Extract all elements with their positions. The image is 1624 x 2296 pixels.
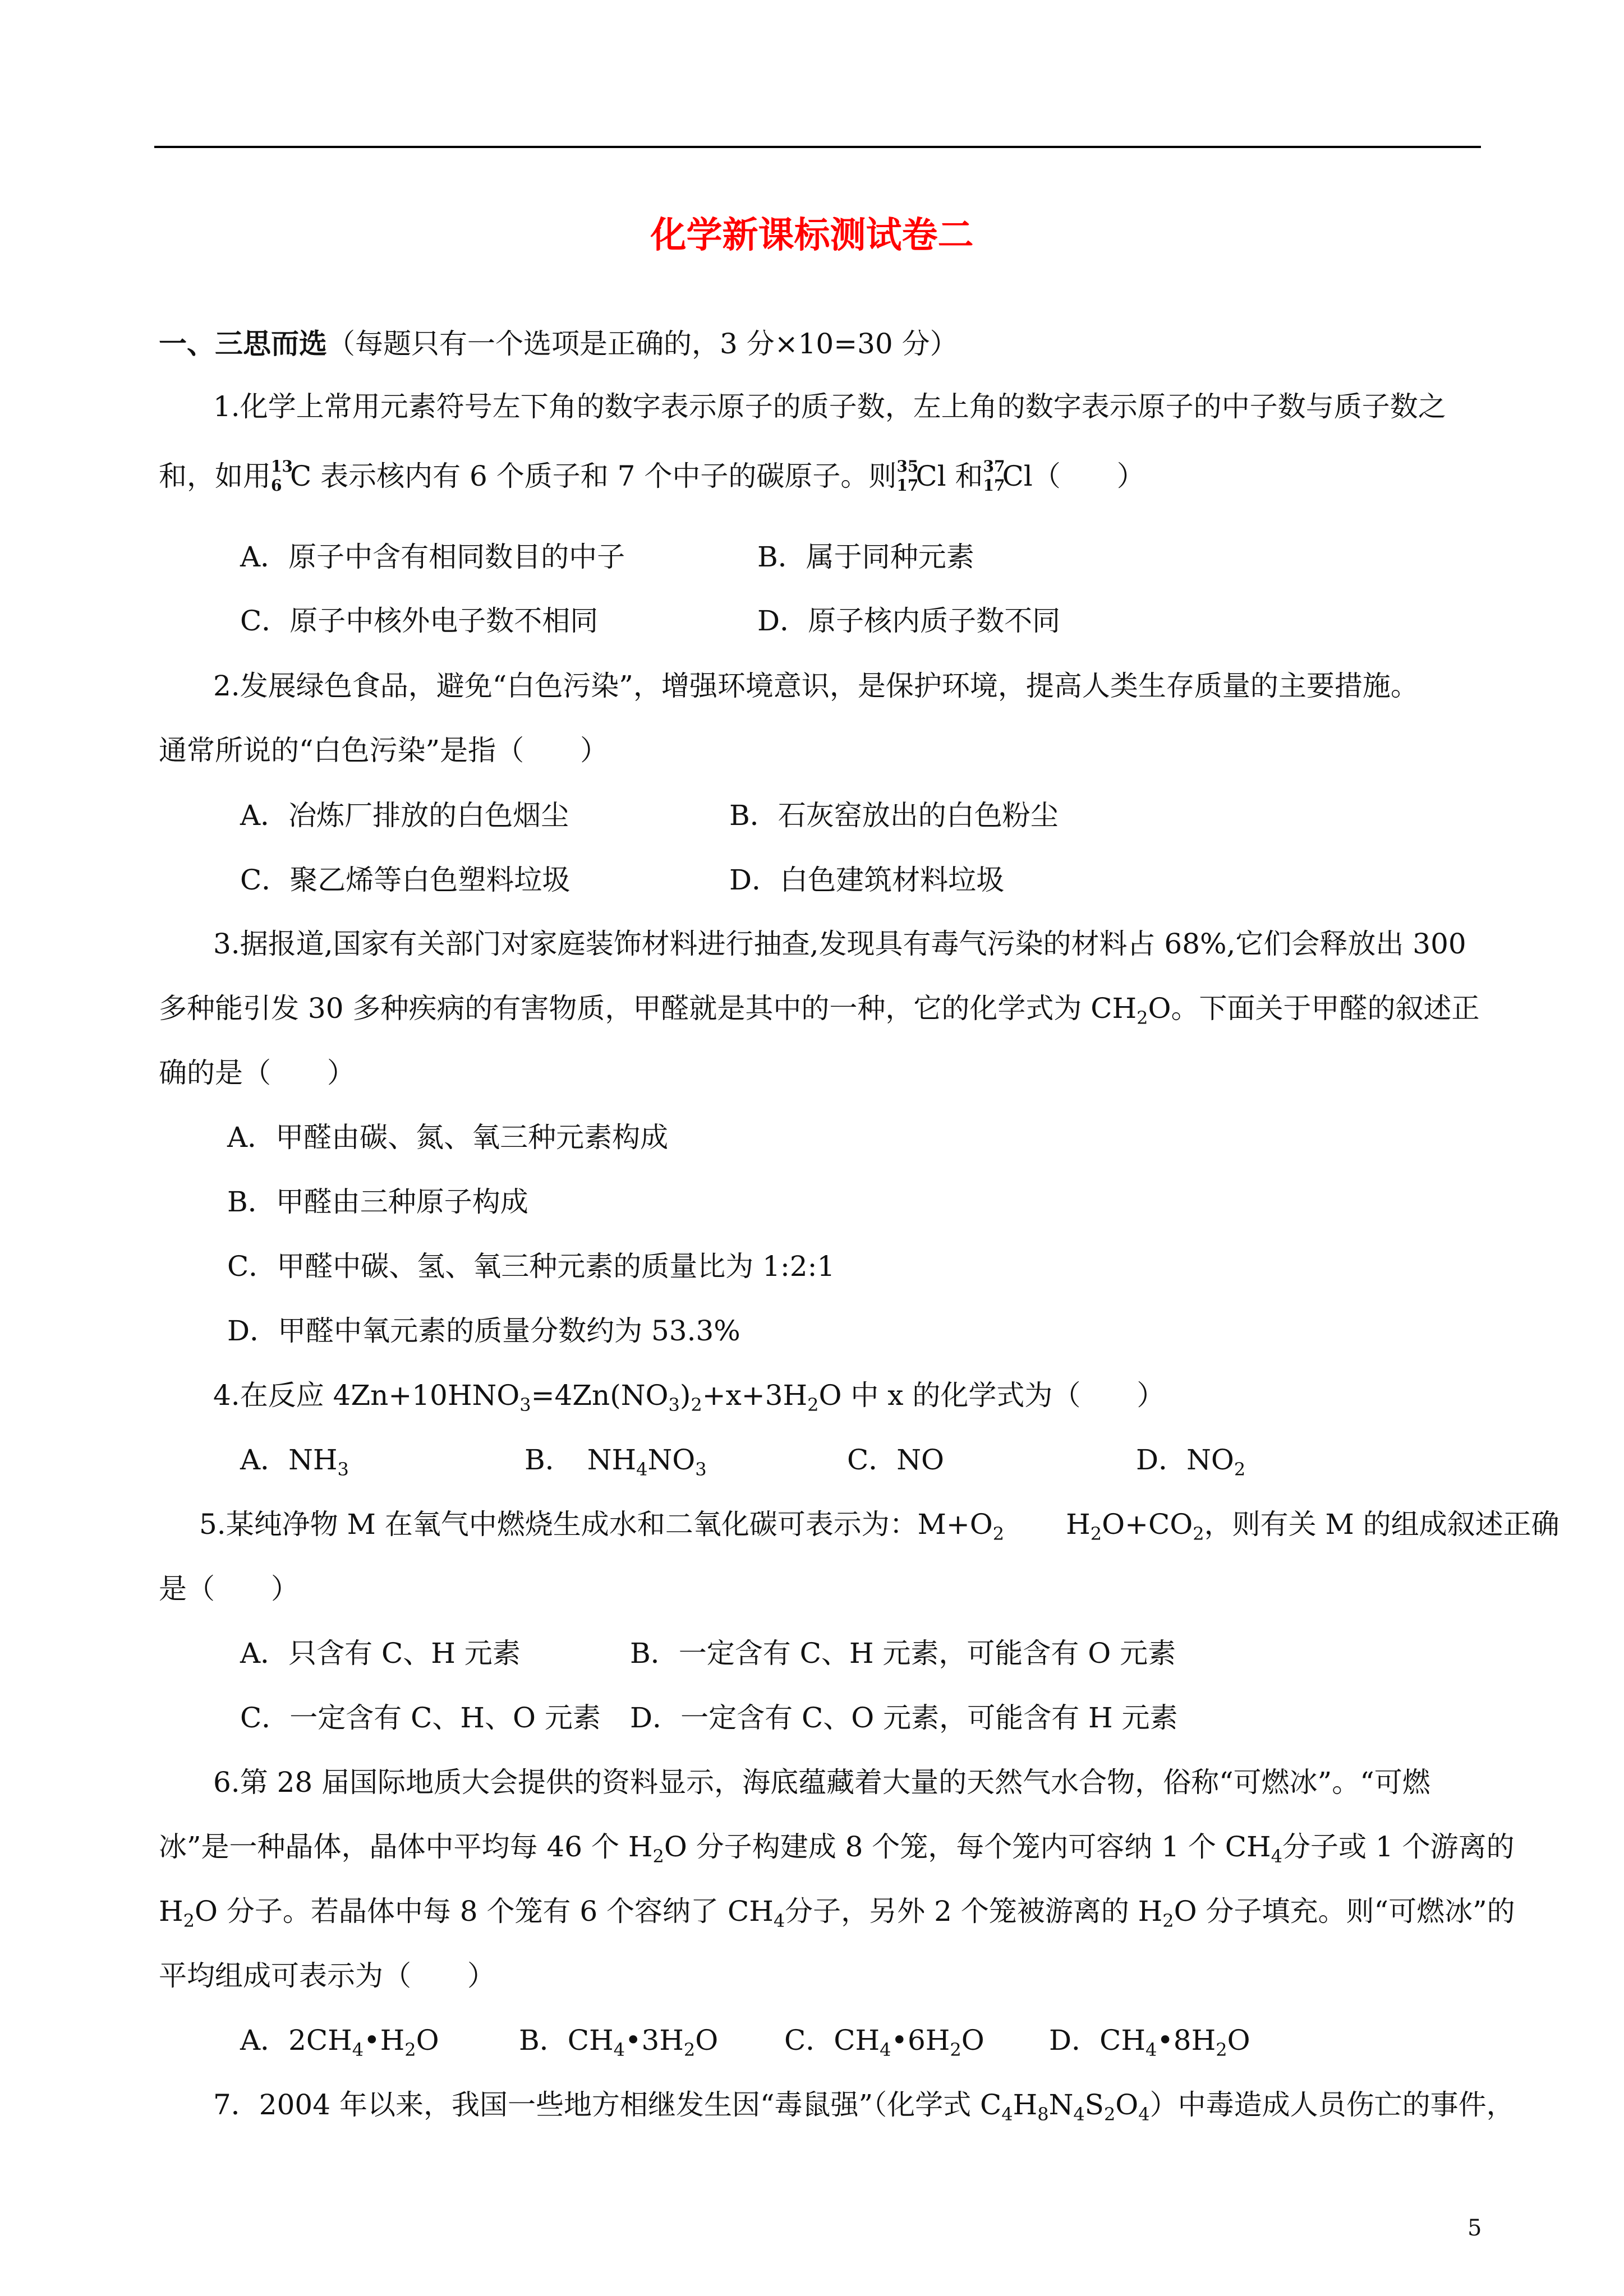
q4-stem: 4.在反应 $4Zn+10HNO_3=4Zn(NO_3)_2+x+3H_2O$ 中 x 的化学式为（ ）: [213, 1379, 1165, 1416]
q2-option-c: C．聚乙烯等白色塑料垃圾: [240, 864, 571, 896]
page-number: 5: [1467, 2215, 1482, 2241]
isotope-c13: 13 6: [271, 457, 293, 495]
q4-option-a: A．$NH_3$: [240, 1444, 349, 1480]
q3-option-c: C．甲醛中碳、氢、氧三种元素的质量比为 1:2:1: [227, 1250, 835, 1283]
section-label: 一、三思而选: [159, 327, 327, 360]
q7-stem-line1: 7．2004 年以来，我国一些地方相继发生因“毒鼠强”（化学式 $C_4H_8N_4S_2O_4$）中毒造成人员伤亡的事件，: [213, 2088, 1515, 2125]
page-title: 化学新课标测试卷二: [650, 214, 974, 256]
q5-option-c: C．一定含有 C、H、O 元素: [240, 1702, 601, 1734]
q5-option-a: A．只含有 C、H 元素: [240, 1637, 521, 1670]
q4-option-b: B． $NH_4NO_3$: [525, 1444, 707, 1480]
q2-option-b: B．石灰窑放出的白色粉尘: [729, 799, 1059, 832]
q6-option-b: B．$CH_4•3H_2O$: [519, 2024, 719, 2060]
q5-stem-line1: 5.某纯净物 M 在氧气中燃烧生成水和二氧化碳可表示为：$M+O_2$ $H_2O+CO_2$，则有关 M 的组成叙述正确: [199, 1508, 1559, 1545]
q6-stem-line3: $H_2O$ 分子。若晶体中每 8 个笼有 6 个容纳了 $CH_4$分子，另外 2 个笼被游离的 $H_2O$ 分子填充。则“可燃冰”的: [159, 1895, 1515, 1931]
q4-option-d: D．$NO_2$: [1136, 1444, 1246, 1480]
header-rule: [154, 146, 1481, 148]
q3-option-d: D．甲醛中氧元素的质量分数约为 53.3%: [227, 1315, 740, 1347]
q6-stem-line1: 6.第 28 届国际地质大会提供的资料显示，海底蕴藏着大量的天然气水合物，俗称“可燃冰”。“可燃: [213, 1766, 1430, 1799]
q3-option-a: A．甲醛由碳、氮、氧三种元素构成: [227, 1121, 669, 1154]
q2-stem-line2: 通常所说的“白色污染”是指（ ）: [159, 734, 609, 767]
q3-option-b: B．甲醛由三种原子构成: [227, 1186, 528, 1218]
q5-option-d: D．一定含有 C、O 元素，可能含有 H 元素: [630, 1702, 1178, 1734]
q1-option-d: D．原子核内质子数不同: [757, 605, 1061, 637]
q1-stem-line1: 1.化学上常用元素符号左下角的数字表示原子的质子数，左上角的数字表示原子的中子数与质子数之: [213, 390, 1446, 423]
q5-stem-line2: 是（ ）: [159, 1573, 299, 1605]
q3-stem-line1: 3.据报道,国家有关部门对家庭装饰材料进行抽查,发现具有毒气污染的材料占 68%,它们会释放出 300: [213, 928, 1466, 960]
q3-stem-line2: 多种能引发 30 多种疾病的有害物质，甲醛就是其中的一种，它的化学式为 $CH_2O$。下面关于甲醛的叙述正: [159, 992, 1480, 1029]
q6-stem-line2: 冰”是一种晶体，晶体中平均每 46 个 $H_2O$ 分子构建成 8 个笼，每个笼内可容纳 1 个 $CH_4$分子或 1 个游离的: [159, 1831, 1515, 1867]
section-note: （每题只有一个选项是正确的，3 分×10=30 分）: [327, 328, 958, 360]
isotope-cl35: 35 17: [896, 457, 919, 495]
q6-option-a: A．$2CH_4•H_2O$: [240, 2024, 439, 2060]
q6-stem-line4: 平均组成可表示为（ ）: [159, 1960, 495, 1992]
isotope-cl37: 37 17: [983, 457, 1005, 495]
q2-stem-line1: 2.发展绿色食品，避免“白色污染”，增强环境意识，是保护环境，提高人类生存质量的主要措施。: [213, 670, 1419, 702]
q1-option-c: C．原子中核外电子数不相同: [240, 605, 599, 637]
q6-option-d: D．$CH_4•8H_2O$: [1049, 2024, 1250, 2060]
q1-option-a: A．原子中含有相同数目的中子: [240, 541, 625, 573]
q2-option-d: D．白色建筑材料垃圾: [729, 864, 1005, 896]
section-heading: [159, 325, 958, 362]
q6-option-c: C．$CH_4•6H_2O$: [784, 2024, 984, 2060]
q5-option-b: B．一定含有 C、H 元素，可能含有 O 元素: [630, 1637, 1176, 1670]
q1-option-b: B．属于同种元素: [757, 541, 974, 573]
q1-stem-line2: 和，如用 13 6 C 表示核内有 6 个质子和 7 个中子的碳原子。则 35 17 Cl 和 37 17 Cl（ ）: [159, 457, 1145, 495]
q4-option-c: C．NO: [847, 1444, 944, 1476]
q3-stem-line3: 确的是（ ）: [159, 1057, 355, 1089]
q2-option-a: A．冶炼厂排放的白色烟尘: [240, 799, 569, 832]
